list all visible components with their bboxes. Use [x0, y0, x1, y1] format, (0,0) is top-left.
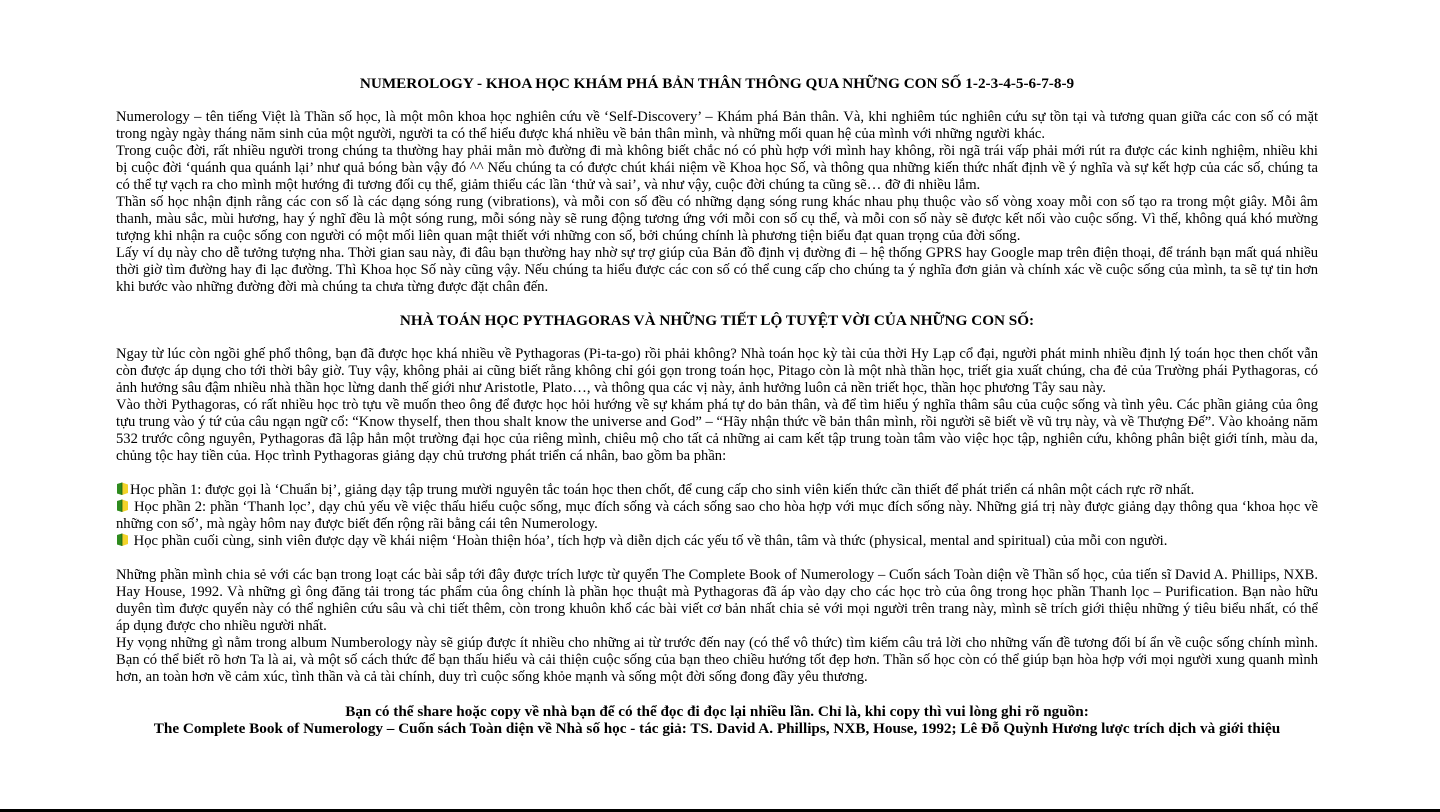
share-notice: Bạn có thể share hoặc copy về nhà bạn để có thể đọc đi đọc lại nhiều lần. Chỉ là, khi copy thì vui lòng ghi rõ nguồn: [345, 703, 1089, 720]
intro-paragraph: Trong cuộc đời, rất nhiều người trong chúng ta thường hay phải mằn mò đường đi mà không biết chắc nó có phù hợp với mình hay không, rồi ngã trái vấp phải mới rút ra được các kinh nghiệm, nhiều khi bị cuộc đời ‘quánh qua quánh lại’ như quả bóng bàn vậy đó ^^ Nếu chúng ta có được chút khái niệm về Khoa học Số, và thông qua những kiến thức nhất định về ý nghĩa và sự kết hợp của các số, chúng ta có thể tự vạch ra cho mình một hướng đi tương đối cụ thể, giảm thiểu các lần ‘thử và sai’, và như vậy, cuộc đời chúng ta cũng sẽ… đỡ đi nhiều lắm. [116, 143, 1318, 193]
section-heading-pythagoras: NHÀ TOÁN HỌC PYTHAGORAS VÀ NHỮNG TIẾT LỘ TUYỆT VỜI CỦA NHỮNG CON SỐ: [399, 312, 1035, 329]
list-item [116, 499, 1318, 533]
intro-paragraph: Thần số học nhận định rằng các con số là các dạng sóng rung (vibrations), và mỗi con số đều có những dạng sóng rung khác nhau phụ thuộc vào số vòng xoay mỗi con số tạo ra trong một giây. Mỗi âm thanh, màu sắc, mùi hương, hay ý nghĩ đều là một sóng rung, mỗi sóng này sẽ rung động tương ứng với mỗi con số cụ thể, và mỗi con số này sẽ được kết nối vào cuộc sống. Vì thế, không quá khó mường tượng khi nhận ra cuộc sống con người có một mối liên quan mật thiết với những con số, bởi chúng chính là phương tiện biểu đạt quan trọng của đời sống. [116, 194, 1318, 244]
list-item [116, 482, 1318, 499]
closing-section [116, 567, 1318, 686]
green-leaf-icon [116, 499, 129, 513]
intro-paragraph: Lấy ví dụ này cho dễ tưởng tượng nha. Thời gian sau này, đi đâu bạn thường hay nhờ sự trợ giúp của Bản đồ định vị đường đi – hệ thống GPRS hay Google map trên điện thoại, để tránh bạn mất quá nhiều thời giờ tìm đường hay đi lạc đường. Thì Khoa học Số này cũng vậy. Nếu chúng ta hiểu được các con số có thể cung cấp cho chúng ta ý nghĩa đơn giản và chính xác về cuộc sống của mình, ta sẽ tự tin hơn khi bước vào những đường đời mà chúng ta chưa từng được đặt chân đến. [116, 245, 1318, 295]
intro-section [116, 109, 1318, 296]
bullet-text: Học phần 2: phần ‘Thanh lọc’, dạy chủ yếu về việc thấu hiểu cuộc sống, mục đích sống và cách sống sao cho hòa hợp với mục đích sống này. Những giá trị này được giảng dạy thông qua ‘khoa học về những con số’, mà ngày hôm nay được biết đến rộng rãi bằng cái tên Numerology. [116, 499, 1318, 532]
bullet-text: Học phần 1: được gọi là ‘Chuẩn bị’, giảng dạy tập trung mười nguyên tắc toán học then chốt, để cung cấp cho sinh viên kiến thức cần thiết để phát triển cá nhân một cách rực rỡ nhất. [130, 482, 1195, 498]
intro-paragraph: Numerology – tên tiếng Việt là Thần số học, là một môn khoa học nghiên cứu về ‘Self-Discovery’ – Khám phá Bản thân. Và, khi nghiêm túc nghiên cứu sự tồn tại và tương quan giữa các con số có mặt trong ngày ngày tháng năm sinh của một người, người ta có thể hiểu được khá nhiều về bản thân mình, và những mối quan hệ của mình với những người khác. [116, 109, 1318, 142]
green-leaf-icon [116, 533, 129, 547]
pythagoras-section [116, 346, 1318, 465]
bullet-text: Học phần cuối cùng, sinh viên được dạy về khái niệm ‘Hoàn thiện hóa’, tích hợp và diễn dịch các yếu tố về thân, tâm và thức (physical, mental and spiritual) của mỗi con người. [130, 533, 1168, 549]
closing-paragraph: Hy vọng những gì nằm trong album Numberology này sẽ giúp được ít nhiều cho những ai từ trước đến nay (có thể vô thức) tìm kiếm câu trả lời cho những vấn đề tương đối bí ẩn về cuộc sống chính mình. Bạn có thể biết rõ hơn Ta là ai, và một số cách thức để bạn thấu hiểu và cải thiện cuộc sống của bạn theo chiều hướng tốt đẹp hơn. Thần số học còn có thể giúp bạn hòa hợp với mọi người xung quanh mình hơn, an toàn hơn về cảm xúc, tình thần và cả tài chính, duy trì cuộc sống khỏe mạnh và sống một đời sống đong đầy yêu thương. [116, 635, 1318, 685]
source-credit [116, 703, 1318, 737]
pythagoras-paragraph: Vào thời Pythagoras, có rất nhiều học trò tựu về muốn theo ông để được học hỏi hướng về sự khám phá tự do bản thân, và để tìm hiểu ý nghĩa thâm sâu của cuộc sống và tình yêu. Các phần giảng của ông tựu trung vào ý tứ của câu ngạn ngữ cổ: “Know thyself, then thou shalt know the universe and God” – “Hãy nhận thức về bản thân mình, rồi người sẽ biết về vũ trụ này, và về Thượng Đế”. Vào khoảng năm 532 trước công nguyên, Pythagoras đã lập hẳn một trường đại học của riêng mình, chiêu mộ cho tất cả những ai cam kết tập trung toàn tâm vào việc học tập, nghiên cứu, không phân biệt giới tính, màu da, chủng tộc hay tiền của. Học trình Pythagoras giảng dạy chủ trương phát triển cá nhân, bao gồm ba phần: [116, 397, 1318, 464]
closing-paragraph: Những phần mình chia sẻ với các bạn trong loạt các bài sắp tới đây được trích lược từ quyển The Complete Book of Numerology – Cuốn sách Toàn diện về Thần số học, của tiến sĩ David A. Phillips, NXB. Hay House, 1992. Và những gì ông đăng tải trong tác phẩm của ông chính là phần học thuật mà Pythagoras đã áp vào dạy cho các học trò của ông trong học phần Thanh lọc – Purification. Bạn nào hữu duyên tìm được quyển này có thể nghiên cứu sâu và chi tiết thêm, còn trong khuôn khổ các bài viết cơ bản nhất chia sẻ với mọi người trên trang này, mình sẽ trích giới thiệu những ý tiêu biểu nhất, có thể áp dụng được cho nhiều người nhất. [116, 567, 1318, 634]
course-bullet-list [116, 482, 1318, 550]
list-item [116, 533, 1318, 550]
page-title: NUMEROLOGY - KHOA HỌC KHÁM PHÁ BẢN THÂN THÔNG QUA NHỮNG CON SỐ 1-2-3-4-5-6-7-8-9 [359, 75, 1075, 92]
green-leaf-icon [116, 482, 129, 496]
pythagoras-paragraph: Ngay từ lúc còn ngồi ghế phổ thông, bạn đã được học khá nhiều về Pythagoras (Pi-ta-go) rồi phải không? Nhà toán học kỳ tài của thời Hy Lạp cổ đại, người phát minh nhiều định lý toán học then chốt vẫn còn được áp dụng cho tới thời bây giờ. Tuy vậy, không phải ai cũng biết rằng không chỉ gói gọn trong toán học, Pitago còn là một nhà thần học, triết gia xuất chúng, cha đẻ của Trường phái Pythagoras, có ảnh hưởng sâu đậm nhiều nhà thần học lừng danh thế giới như Aristotle, Plato…, và thông qua các vị này, ảnh hưởng luôn cả nền triết học, thần học phương Tây sau này. [116, 346, 1318, 396]
document-body [116, 74, 1318, 737]
source-citation: The Complete Book of Numerology – Cuốn sách Toàn diện về Nhà số học - tác giả: TS. David A. Phillips, NXB, House, 1992; Lê Đỗ Quỳnh Hương lược trích dịch và giới thiệu [153, 720, 1281, 737]
